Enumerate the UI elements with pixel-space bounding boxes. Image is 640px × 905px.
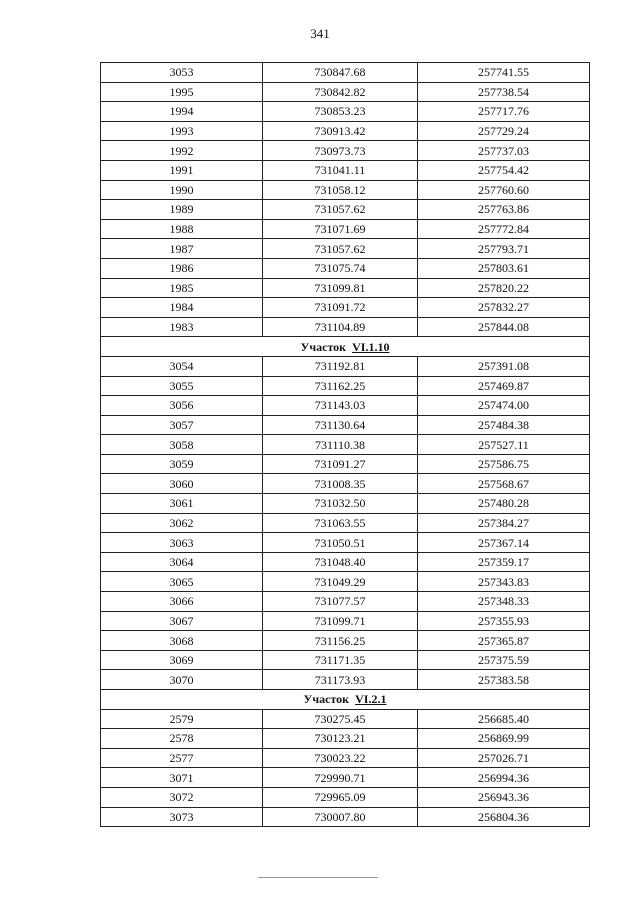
y-coordinate-cell: 257820.22 [418, 278, 590, 298]
table-row [101, 63, 590, 83]
x-coordinate-cell: 731057.62 [263, 239, 418, 259]
x-coordinate-cell: 731008.35 [263, 474, 418, 494]
table-row [101, 317, 590, 337]
table-row [101, 396, 590, 416]
x-coordinate-cell: 731057.62 [263, 200, 418, 220]
table-row [101, 258, 590, 278]
y-coordinate-cell: 257844.08 [418, 317, 590, 337]
table-row [101, 592, 590, 612]
point-number-cell: 3059 [101, 454, 263, 474]
y-coordinate-cell: 256804.36 [418, 807, 590, 827]
y-coordinate-cell: 257469.87 [418, 376, 590, 396]
x-coordinate-cell: 731173.93 [263, 670, 418, 690]
table-row [101, 239, 590, 259]
table-row [101, 160, 590, 180]
y-coordinate-cell: 257586.75 [418, 454, 590, 474]
point-number-cell: 1987 [101, 239, 263, 259]
y-coordinate-cell: 257355.93 [418, 611, 590, 631]
table-row [101, 141, 590, 161]
table-row [101, 219, 590, 239]
point-number-cell: 3056 [101, 396, 263, 416]
table-row [101, 278, 590, 298]
point-number-cell: 3055 [101, 376, 263, 396]
x-coordinate-cell: 729990.71 [263, 768, 418, 788]
point-number-cell: 1993 [101, 121, 263, 141]
y-coordinate-cell: 257803.61 [418, 258, 590, 278]
table-row [101, 807, 590, 827]
x-coordinate-cell: 730853.23 [263, 102, 418, 122]
point-number-cell: 3066 [101, 592, 263, 612]
point-number-cell: 1995 [101, 82, 263, 102]
point-number-cell: 3071 [101, 768, 263, 788]
table-row [101, 494, 590, 514]
y-coordinate-cell: 257527.11 [418, 435, 590, 455]
x-coordinate-cell: 730123.21 [263, 729, 418, 749]
point-number-cell: 3069 [101, 650, 263, 670]
x-coordinate-cell: 731063.55 [263, 513, 418, 533]
table-row [101, 631, 590, 651]
section-label: Участок [303, 692, 350, 707]
x-coordinate-cell: 731091.27 [263, 454, 418, 474]
x-coordinate-cell: 731058.12 [263, 180, 418, 200]
coordinates-table [100, 62, 590, 827]
point-number-cell: 3058 [101, 435, 263, 455]
x-coordinate-cell: 731143.03 [263, 396, 418, 416]
y-coordinate-cell: 257763.86 [418, 200, 590, 220]
point-number-cell: 1983 [101, 317, 263, 337]
x-coordinate-cell: 731075.74 [263, 258, 418, 278]
section-header-cell [101, 337, 590, 357]
point-number-cell: 1992 [101, 141, 263, 161]
table-row [101, 102, 590, 122]
x-coordinate-cell: 731077.57 [263, 592, 418, 612]
x-coordinate-cell: 731104.89 [263, 317, 418, 337]
y-coordinate-cell: 257772.84 [418, 219, 590, 239]
point-number-cell: 3065 [101, 572, 263, 592]
point-number-cell: 3062 [101, 513, 263, 533]
point-number-cell: 3072 [101, 787, 263, 807]
x-coordinate-cell: 731048.40 [263, 552, 418, 572]
y-coordinate-cell: 257568.67 [418, 474, 590, 494]
section-code: VI.2.1 [355, 692, 387, 707]
table-row [101, 787, 590, 807]
y-coordinate-cell: 257343.83 [418, 572, 590, 592]
point-number-cell: 1991 [101, 160, 263, 180]
table-row [101, 513, 590, 533]
point-number-cell: 3067 [101, 611, 263, 631]
point-number-cell: 1994 [101, 102, 263, 122]
section-label: Участок [300, 339, 347, 354]
y-coordinate-cell: 257375.59 [418, 650, 590, 670]
table-row [101, 729, 590, 749]
x-coordinate-cell: 731130.64 [263, 415, 418, 435]
table-row [101, 474, 590, 494]
x-coordinate-cell: 731071.69 [263, 219, 418, 239]
x-coordinate-cell: 731156.25 [263, 631, 418, 651]
point-number-cell: 3070 [101, 670, 263, 690]
section-header-row [101, 337, 590, 357]
x-coordinate-cell: 729965.09 [263, 787, 418, 807]
y-coordinate-cell: 257359.17 [418, 552, 590, 572]
point-number-cell: 1989 [101, 200, 263, 220]
point-number-cell: 1984 [101, 298, 263, 318]
y-coordinate-cell: 257760.60 [418, 180, 590, 200]
point-number-cell: 2579 [101, 709, 263, 729]
y-coordinate-cell: 256943.36 [418, 787, 590, 807]
y-coordinate-cell: 257474.00 [418, 396, 590, 416]
y-coordinate-cell: 257737.03 [418, 141, 590, 161]
y-coordinate-cell: 257754.42 [418, 160, 590, 180]
point-number-cell: 2578 [101, 729, 263, 749]
y-coordinate-cell: 257793.71 [418, 239, 590, 259]
table-row [101, 670, 590, 690]
x-coordinate-cell: 731099.71 [263, 611, 418, 631]
table-row [101, 709, 590, 729]
x-coordinate-cell: 731162.25 [263, 376, 418, 396]
table-row [101, 356, 590, 376]
x-coordinate-cell: 730847.68 [263, 63, 418, 83]
y-coordinate-cell: 257026.71 [418, 748, 590, 768]
section-header-cell [101, 690, 590, 710]
table-row [101, 650, 590, 670]
x-coordinate-cell: 731049.29 [263, 572, 418, 592]
table-row [101, 435, 590, 455]
y-coordinate-cell: 257367.14 [418, 533, 590, 553]
point-number-cell: 3061 [101, 494, 263, 514]
y-coordinate-cell: 256685.40 [418, 709, 590, 729]
footer-line [258, 877, 378, 878]
point-number-cell: 3054 [101, 356, 263, 376]
section-header-row [101, 690, 590, 710]
y-coordinate-cell: 257480.28 [418, 494, 590, 514]
table-row [101, 121, 590, 141]
table-row [101, 200, 590, 220]
table-row [101, 748, 590, 768]
table-row [101, 768, 590, 788]
coordinates-table-body [101, 63, 590, 827]
page-number: 341 [310, 26, 330, 41]
y-coordinate-cell: 257717.76 [418, 102, 590, 122]
x-coordinate-cell: 731099.81 [263, 278, 418, 298]
table-row [101, 180, 590, 200]
point-number-cell: 1988 [101, 219, 263, 239]
x-coordinate-cell: 731171.35 [263, 650, 418, 670]
x-coordinate-cell: 731192.81 [263, 356, 418, 376]
y-coordinate-cell: 257832.27 [418, 298, 590, 318]
x-coordinate-cell: 730913.42 [263, 121, 418, 141]
table-row [101, 454, 590, 474]
table-row [101, 415, 590, 435]
x-coordinate-cell: 730023.22 [263, 748, 418, 768]
point-number-cell: 2577 [101, 748, 263, 768]
y-coordinate-cell: 256869.99 [418, 729, 590, 749]
x-coordinate-cell: 730973.73 [263, 141, 418, 161]
y-coordinate-cell: 257738.54 [418, 82, 590, 102]
x-coordinate-cell: 731041.11 [263, 160, 418, 180]
x-coordinate-cell: 731091.72 [263, 298, 418, 318]
x-coordinate-cell: 731110.38 [263, 435, 418, 455]
table-row [101, 82, 590, 102]
point-number-cell: 3064 [101, 552, 263, 572]
point-number-cell: 3053 [101, 63, 263, 83]
point-number-cell: 1986 [101, 258, 263, 278]
table-row [101, 572, 590, 592]
table-row [101, 298, 590, 318]
x-coordinate-cell: 730275.45 [263, 709, 418, 729]
point-number-cell: 3063 [101, 533, 263, 553]
point-number-cell: 3057 [101, 415, 263, 435]
y-coordinate-cell: 257741.55 [418, 63, 590, 83]
table-row [101, 552, 590, 572]
point-number-cell: 3073 [101, 807, 263, 827]
table-row [101, 533, 590, 553]
table-row [101, 611, 590, 631]
y-coordinate-cell: 257383.58 [418, 670, 590, 690]
y-coordinate-cell: 257729.24 [418, 121, 590, 141]
y-coordinate-cell: 257484.38 [418, 415, 590, 435]
x-coordinate-cell: 731050.51 [263, 533, 418, 553]
y-coordinate-cell: 257384.27 [418, 513, 590, 533]
point-number-cell: 3060 [101, 474, 263, 494]
point-number-cell: 1985 [101, 278, 263, 298]
table-row [101, 376, 590, 396]
y-coordinate-cell: 257348.33 [418, 592, 590, 612]
point-number-cell: 3068 [101, 631, 263, 651]
point-number-cell: 1990 [101, 180, 263, 200]
x-coordinate-cell: 730007.80 [263, 807, 418, 827]
y-coordinate-cell: 256994.36 [418, 768, 590, 788]
x-coordinate-cell: 730842.82 [263, 82, 418, 102]
section-code: VI.1.10 [352, 339, 390, 354]
y-coordinate-cell: 257391.08 [418, 356, 590, 376]
y-coordinate-cell: 257365.87 [418, 631, 590, 651]
x-coordinate-cell: 731032.50 [263, 494, 418, 514]
